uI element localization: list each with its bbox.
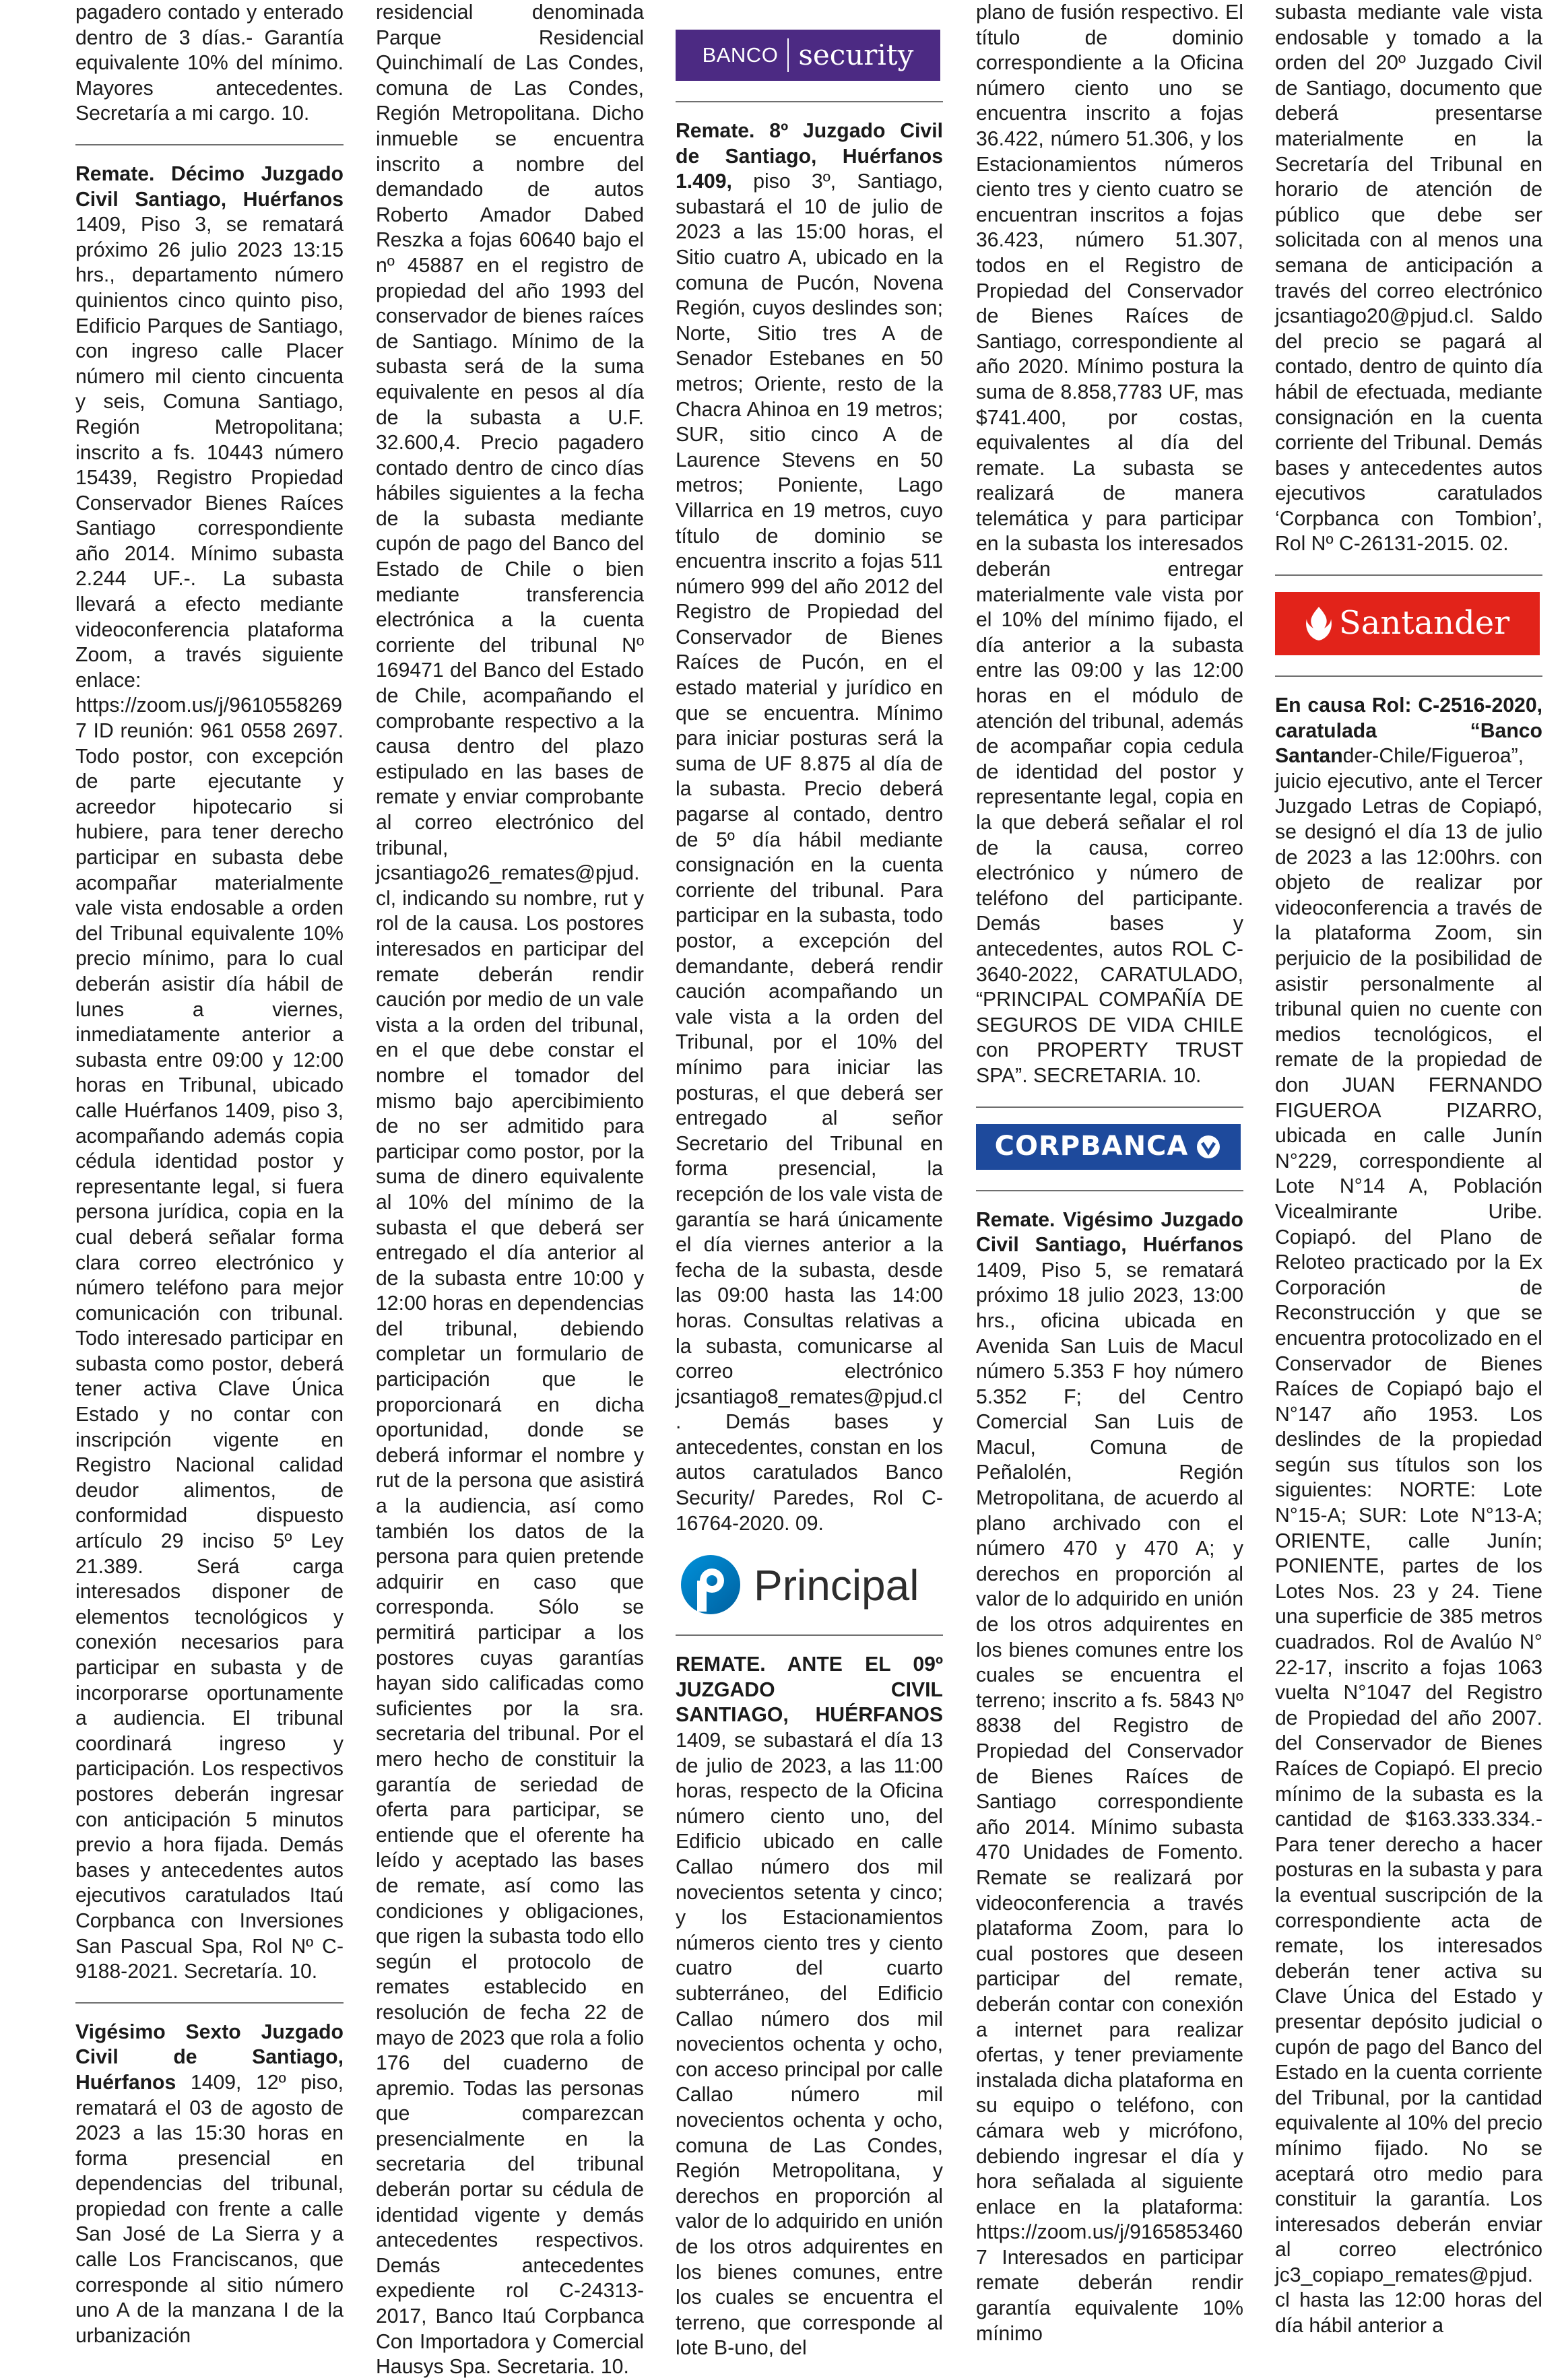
principal-logo [676, 1552, 943, 1620]
notice-continued-parque-residencial [376, 0, 644, 2380]
notice-body: 1409, 12º piso, rematará el 03 de agosto de 2023 a las 15:30 horas en forma presencial en dependencias del tribunal, propiedad con frente a calle San José de La Sierra y a calle Los Franciscanos, que corresponde al sitio número uno A de la manzana I de la urbanización [75, 2071, 344, 2347]
column-4 [976, 0, 1243, 2345]
banco-security-logo [676, 30, 943, 81]
divider [976, 1190, 1243, 1191]
notice-body: pagadero contado y enterado dentro de 3 días.- Garantía equivalente 10% del mínimo. Mayores antecedentes. Secretaría a mi cargo. 10. [75, 1, 344, 125]
logo-word-santander: Santander [1338, 604, 1510, 642]
santander-flame-icon [1305, 605, 1332, 642]
logo-word-security: security [798, 38, 914, 72]
divider [676, 101, 943, 102]
corpbanca-logo [976, 1124, 1243, 1170]
notice-copiapo-causa [1275, 693, 1542, 2339]
notice-decimo-juzgado [75, 162, 344, 1985]
column-1 [75, 0, 344, 2347]
notice-09-juzgado [676, 1652, 943, 2361]
notice-body: 1409, se subastará el día 13 de julio de 2023, a las 11:00 horas, respecto de la Oficina número ciento uno, del Edificio ubicado en calle Callao número dos mil novecientos setenta y cinco; y los Estacionamientos números ciento tres y ciento cuatro del cuarto subterráneo, del Edificio Callao número dos mil novecientos ochenta y ocho, con acceso principal por calle Callao número mil novecientos ochenta y ocho, comuna de Las Condes, Región Metropolitana, y derechos en proporción al valor de lo adquirido en unión de los otros adquirentes en los bienes comunes, entre los cuales se encuentra el terreno, que corresponde al lote B-uno, del [676, 1729, 943, 2360]
logo-word-principal: Principal [754, 1561, 919, 1610]
corpbanca-check-icon [1195, 1133, 1222, 1160]
divider [676, 1634, 943, 1636]
notice-heading: Vigésimo Sexto Juzgado Civil de Santiago, Huérfanos [75, 2020, 344, 2094]
notice-body: der-Chile/Figueroa”, juicio ejecutivo, ante el Tercer Juzgado Letras de Copiapó, se designó el día 13 de julio de 2023 a las 12:00hrs. con objeto de realizar por videoconferencia a través de la plataforma Zoom, sin perjuicio de la posibilidad de asistir personalmente al tribunal quien no cuente con medios tecnológicos, el remate de la propiedad de don JUAN FERNANDO FIGUEROA PIZARRO, ubicada en calle Junín N°229, correspondiente al Lote N°14 A, Población Vicealmirante Uribe. Copiapó. del Plano de Reloteo practicado por la Ex Corporación de Reconstrucción y que se encuentra protocolizado en el Conservador de Bienes Raíces de Copiapó bajo el N°147 año 1953. Los deslindes de la propiedad según sus títulos son los siguientes: NORTE: Lote N°15-A; SUR: Lote N°13-A; ORIENTE, calle Junín; PONIENTE, partes de los Lotes Nos. 23 y 24. Tiene una superficie de 385 metros cuadrados. Rol de Avalúo N° 22-17, inscrito a fojas 1063 vuelta N°1047 del Registro de Propiedad del año 2007. del Conservador de Bienes Raíces de Copiapó. El precio mínimo de la subasta es la cantidad de $163.333.334.- Para tener derecho a hacer posturas en la subasta y para la eventual suscripción de la correspondiente acta de remate, los interesados deberán tener activa su Clave Única del Estado y presentar depósito judicial o cupón de pago del Banco del Estado en la cuenta corriente del Tribunal, por la cantidad equivalente al 10% del precio mínimo fijado. No se aceptará otro medio para constituir la garantía. Los interesados deberán enviar al correo electrónico jc3_copiapo_remates@pjud.cl hasta las 12:00 horas del día hábil anterior a [1275, 745, 1542, 2338]
notice-vigesimo-sexto-juzgado [75, 2020, 344, 2349]
divider [1275, 574, 1542, 576]
column-3 [676, 0, 943, 2360]
notice-continued-plano-fusion [976, 0, 1243, 1089]
column-5 [1275, 0, 1542, 2338]
santander-logo [1275, 592, 1542, 655]
notice-body: subasta mediante vale vista endosable y tomado a la orden del 20º Juzgado Civil de Santiago, documento que deberá presentarse materialmente en la Secretaría del Tribunal en horario de atención de público que debe ser solicitada con al menos una semana de anticipación a través del correo electrónico jcsantiago20@pjud.cl. Saldo del precio se pagará al contado, dentro de quinto día hábil de efectuada, mediante consignación en la cuenta corriente del Tribunal. Demás bases y antecedentes autos ejecutivos caratulados ‘Corpbanca con Tombion’, Rol Nº C-26131-2015. 02. [1275, 1, 1542, 556]
divider [976, 1106, 1243, 1108]
logo-word-banco: BANCO [702, 43, 779, 67]
principal-p-icon [676, 1554, 746, 1618]
logo-separator [787, 38, 789, 72]
divider [1275, 675, 1542, 677]
notice-body: 1409, Piso 5, se rematará próximo 18 julio 2023, 13:00 hrs., oficina ubicada en Avenida San Luis de Macul número 5.353 F hoy número 5.352 F; del Centro Comercial San Luis de Macul, Comuna de Peñalolén, Región Metropolitana, de acuerdo al plano archivado con el número 470 y 470 A; y derechos en proporción al valor de lo adquirido en unión de los otros adquirentes en los bienes comunes entre los cuales se encuentra el terreno; inscrito a fs. 5843 Nº 8838 del Registro de Propiedad del Conservador de Bienes Raíces de Santiago correspondiente año 2014. Mínimo subasta 470 Unidades de Fomento. Remate se realizará por videoconferencia a través plataforma Zoom, para lo cual postores que deseen participar del remate, deberán contar con conexión a internet para realizar ofertas, y tener previamente instalada dicha plataforma en su equipo o teléfono, con cámara web y micrófono, debiendo ingresar el día y hora señalada al siguiente enlace en la plataforma: https://zoom.us/j/91658534607 Interesados en participar remate deberán rendir garantía equivalente 10% mínimo [976, 1259, 1243, 2345]
notice-heading: Remate. 8º Juzgado Civil de Santiago, Huérfanos 1.409, [676, 120, 943, 193]
divider [75, 144, 344, 145]
notice-vigesimo-juzgado [976, 1208, 1243, 2347]
notice-heading: REMATE. ANTE EL 09º JUZGADO CIVIL SANTIAGO, HUÉRFANOS [676, 1653, 943, 1727]
notice-body: 1409, Piso 3, se rematará próximo 26 julio 2023 13:15 hrs., departamento número quinientos cinco quinto piso, Edificio Parques de Santiago, con ingreso calle Placer número mil ciento cincuenta y seis, Comuna Santiago, Región Metropolitana; inscrito a fs. 10443 número 15439, Registro Propiedad Conservador Bienes Raíces Santiago correspondiente año 2014. Mínimo subasta 2.244 UF.-. La subasta llevará a efecto mediante videoconferencia plataforma Zoom, a través siguiente enlace: https://zoom.us/j/96105582697 ID reunión: 961 0558 2697. Todo postor, con excepción de parte ejecutante y acreedor hipotecario si hubiere, para tener derecho participar en subasta debe acompañar materialmente vale vista endosable a orden del Tribunal equivalente 10% precio mínimo, para lo cual deberán asistir día hábil de lunes a viernes, inmediatamente anterior a subasta entre 09:00 y 12:00 horas en Tribunal, ubicado calle Huérfanos 1409, piso 3, acompañando además copia cédula identidad postor y representante legal, si fuera persona jurídica, copia en la cual deberá señalar forma clara correo electrónico y número teléfono para mejor comunicación con tribunal. Todo interesado participar en subasta como postor, deberá tener activa Clave Única Estado y no contar con inscripción vigente en Registro Nacional calidad deudor alimentos, de conformidad dispuesto artículo 29 inciso 5º Ley 21.389. Será carga interesados disponer de elementos tecnológicos y conexión necesarios para participar en subasta y de incorporarse oportunamente a audiencia. El tribunal coordinará ingreso y participación. Los respectivos postores deberán ingresar con anticipación 5 minutos previo a hora fijada. Demás bases y antecedentes autos ejecutivos caratulados Itaú Corpbanca con Inversiones San Pascual Spa, Rol Nº C-9188-2021. Secretaría. 10. [75, 213, 344, 1983]
notice-body: plano de fusión respectivo. El título de dominio correspondiente a la Oficina número ciento uno se encuentra inscrito a fojas 36.422, número 51.306, y los Estacionamientos números ciento tres y ciento cuatro se encuentran inscritos a fojas 36.423, número 51.307, todos en el Registro de Propiedad del Conservador de Bienes Raíces de Santiago, correspondiente al año 2020. Mínimo postura la suma de 8.858,7783 UF, mas $741.400, por costas, equivalentes al día del remate. La subasta se realizará de manera telemática y para participar en la subasta los interesados deberán entregar materialmente vale vista por el 10% del mínimo fijado, el día anterior a la subasta entre las 09:00 y las 12:00 horas en el módulo de atención del tribunal, además de acompañar copia cedula de identidad del postor y representante legal, copia en la que deberá señalar el rol de la causa, correo electrónico y número de teléfono del participante. Demás bases y antecedentes, autos ROL C-3640-2022, CARATULADO, “PRINCIPAL COMPAÑÍA DE SEGUROS DE VIDA CHILE con PROPERTY TRUST SPA”. SECRETARIA. 10. [976, 1, 1243, 1087]
divider [75, 2002, 344, 2004]
notice-heading: Remate. Vigésimo Juzgado Civil Santiago, Huérfanos [976, 1208, 1243, 1257]
notice-8-juzgado [676, 119, 943, 1536]
notice-heading: En causa Rol: C-2516-2020, caratulada “Banco Santan [1275, 694, 1542, 768]
notice-body: residencial denominada Parque Residencial Quinchimalí de Las Condes, comuna de Las Condes, Región Metropolitana. Dicho inmueble se encuentra inscrito a nombre del demandado de autos Roberto Amador Dabed Reszka a fojas 60640 bajo el nº 45887 en el registro de propiedad del año 1993 del conservador de bienes raíces de Santiago. Mínimo de la subasta será de la suma equivalente en pesos al día de la subasta a U.F. 32.600,4. Precio pagadero contado dentro de cinco días hábiles siguientes a la fecha de la subasta mediante cupón de pago del Banco del Estado de Chile o bien mediante transferencia electrónica a la cuenta corriente del tribunal Nº 169471 del Banco del Estado de Chile, acompañando el comprobante respectivo a la causa dentro del plazo estipulado en las bases de remate y enviar comprobante al correo electrónico del tribunal, jcsantiago26_remates@pjud.cl, indicando su nombre, rut y rol de la causa. Los postores interesados en participar del remate deberán rendir caución por medio de un vale vista a la orden del tribunal, en el que debe constar el nombre el tomador del mismo bajo apercibimiento de no ser admitido para participar como postor, por la suma de dinero equivalente al 10% del mínimo de la subasta el que deberá ser entregado el día anterior al de la subasta entre 10:00 y 12:00 horas en dependencias del tribunal, debiendo completar un formulario de participación que le proporcionará en dicha oportunidad, donde se deberá informar el nombre y rut de la persona que asistirá a la audiencia, así como también los datos de la persona para quien pretende adquirir en caso que corresponda. Sólo se permitirá participar a los postores cuyas garantías hayan sido calificadas como suficientes por la sra. secretaria del tribunal. Por el mero hecho de constituir la garantía de seriedad de oferta para participar, se entiende que el oferente ha leído y aceptado las bases de remate, así como las condiciones y obligaciones, que rigen la subasta todo ello según el protocolo de remates establecido en resolución de fecha 22 de mayo de 2023 que rola a folio 176 del cuaderno de apremio. Todas las personas que comparezcan presencialmente en la secretaria del tribunal deberán portar su cédula de identidad vigente y demás antecedentes respectivos. Demás antecedentes expediente rol C-24313-2017, Banco Itaú Corpbanca Con Importadora y Comercial Hausys Spa. Secretaria. 10. [376, 1, 644, 2379]
logo-word-corpbanca: CORPBANCA [994, 1130, 1189, 1162]
column-2 [376, 0, 644, 2379]
notice-continued-top [75, 0, 344, 127]
notice-continued-vale-vista [1275, 0, 1542, 557]
notice-body: piso 3º, Santiago, subastará el 10 de julio de 2023 a las 15:00 horas, el Sitio cuatro A, ubicado en la comuna de Pucón, Novena Región, cuyos deslindes son; Norte, Sitio tres A de Senador Estebanes en 50 metros; Oriente, resto de la Chacra Ahinoa en 19 metros; SUR, sitio cinco A de Laurence Stevens en 50 metros; Poniente, Lago Villarrica en 19 metros, cuyo título de dominio se encuentra inscrito a fojas 511 número 999 del año 2012 del Registro de Propiedad del Conservador de Bienes Raíces de Pucón, en el estado material y jurídico en que se encuentra. Mínimo para iniciar posturas será la suma de UF 8.875 al día de la subasta. Precio deberá pagarse al contado, dentro de 5º día hábil mediante consignación en la cuenta corriente del tribunal. Para participar en la subasta, todo postor, a excepción del demandante, deberá rendir caución acompañando un vale vista a la orden del Tribunal, por el 10% del mínimo para iniciar las posturas, el que deberá ser entregado al señor Secretario del Tribunal en forma presencial, la recepción de los vale vista de garantía se hará únicamente el día viernes anterior a la fecha de la subasta, desde las 09:00 hasta las 14:00 horas. Consultas relativas a la subasta, comunicarse al correo electrónico jcsantiago8_remates@pjud.cl. Demás bases y antecedentes, constan en los autos caratulados Banco Security/ Paredes, Rol C-16764-2020. 09. [676, 170, 943, 1535]
notice-heading: Remate. Décimo Juzgado Civil Santiago, Huérfanos [75, 162, 344, 211]
